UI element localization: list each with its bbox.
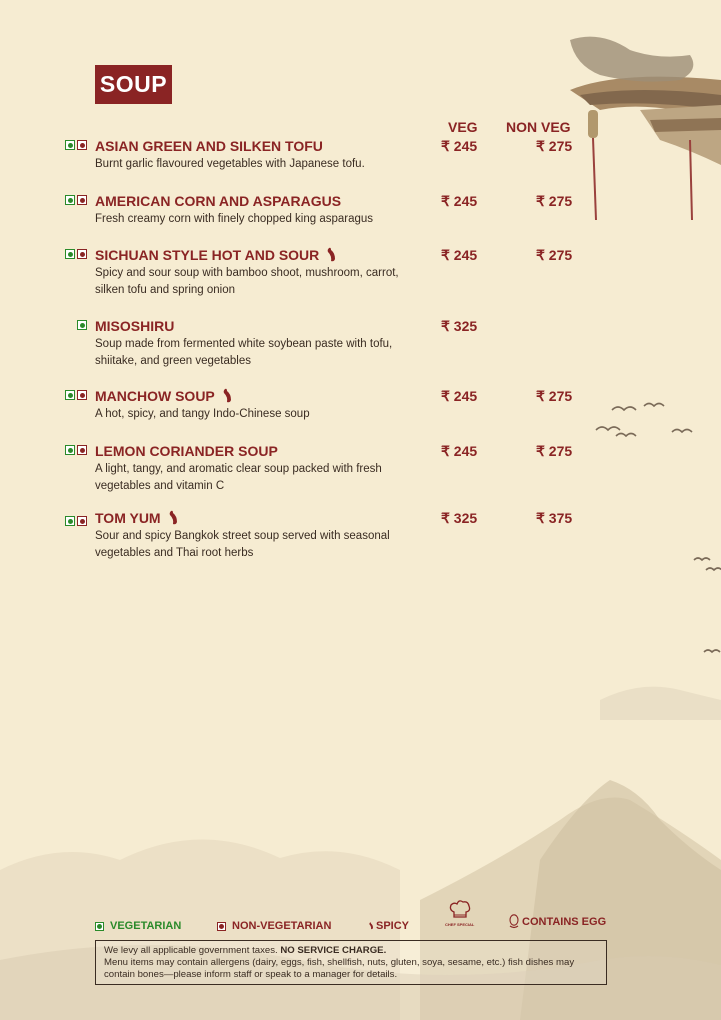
nonveg-marker-icon [77, 249, 87, 259]
item-name: LEMON CORIANDER SOUP [95, 443, 278, 459]
tax-notice [104, 945, 598, 957]
legend-vegetarian [95, 920, 181, 932]
nonveg-price: ₹ 275 [536, 138, 573, 154]
diet-markers [65, 195, 87, 205]
item-description: A light, tangy, and aromatic clear soup packed with fresh vegetables and vitamin C [95, 463, 382, 492]
nonveg-price: ₹ 275 [536, 443, 573, 459]
section-title: SOUP [95, 65, 172, 104]
item-name: ASIAN GREEN AND SILKEN TOFU [95, 138, 323, 154]
veg-marker-icon [65, 390, 75, 400]
legend-spicy [368, 920, 409, 932]
legend-label: NON-VEGETARIAN [232, 920, 332, 932]
item-description: Soup made from fermented white soybean paste with tofu, shiitake, and green vegetables [95, 338, 393, 367]
veg-price: ₹ 245 [441, 443, 478, 459]
diet-markers [77, 320, 87, 330]
veg-marker-icon [77, 320, 87, 330]
nonveg-price: ₹ 275 [536, 247, 573, 263]
veg-price: ₹ 325 [441, 318, 478, 334]
veg-marker-icon [95, 922, 104, 931]
item-name: MISOSHIRU [95, 318, 175, 334]
nonveg-marker-icon [77, 195, 87, 205]
veg-price: ₹ 245 [441, 247, 478, 263]
veg-price: ₹ 245 [441, 388, 478, 404]
nonveg-price: ₹ 275 [536, 193, 573, 209]
veg-marker-icon [65, 140, 75, 150]
diet-markers [65, 390, 87, 400]
item-description: A hot, spicy, and tangy Indo-Chinese soup [95, 408, 310, 420]
column-header-veg: VEG [448, 119, 478, 135]
chili-icon [221, 388, 233, 404]
allergen-notice: Menu items may contain allergens (dairy, eggs, fish, shellfish, nuts, gluten, soya, sesame, etc.) fish dishes may contain bones—please inform staff or speak to a manager for details. [104, 957, 575, 980]
nonveg-price: ₹ 375 [536, 510, 573, 526]
diet-markers [65, 140, 87, 150]
column-header-nonveg: NON VEG [506, 119, 571, 135]
footer-notice [95, 940, 607, 985]
chef-hat-icon [447, 898, 473, 922]
item-name: TOM YUM [95, 510, 179, 526]
legend-non-vegetarian [217, 920, 331, 932]
chili-icon [325, 247, 337, 263]
item-name: AMERICAN CORN AND ASPARAGUS [95, 193, 342, 209]
nonveg-marker-icon [77, 445, 87, 455]
tax-text: We levy all applicable government taxes. [104, 945, 278, 956]
diet-markers [65, 516, 87, 526]
item-name: SICHUAN STYLE HOT AND SOUR [95, 247, 337, 263]
veg-marker-icon [65, 195, 75, 205]
diet-markers [65, 249, 87, 259]
veg-marker-icon [65, 249, 75, 259]
legend-label: SPICY [376, 920, 410, 932]
veg-price: ₹ 325 [441, 510, 478, 526]
item-description: Spicy and sour soup with bamboo shoot, mushroom, carrot, silken tofu and spring onion [95, 267, 399, 296]
diet-markers [65, 445, 87, 455]
nonveg-marker-icon [77, 516, 87, 526]
item-name: MANCHOW SOUP [95, 388, 233, 404]
service-charge-text: NO SERVICE CHARGE. [280, 945, 387, 956]
veg-marker-icon [65, 516, 75, 526]
nonveg-marker-icon [217, 922, 226, 931]
legend-label: CONTAINS EGG [522, 916, 607, 928]
item-description: Sour and spicy Bangkok street soup served with seasonal vegetables and Thai root herbs [95, 530, 390, 559]
veg-marker-icon [65, 445, 75, 455]
nonveg-marker-icon [77, 390, 87, 400]
nonveg-marker-icon [77, 140, 87, 150]
legend-chef-special [445, 898, 474, 927]
egg-icon [509, 914, 519, 930]
item-description: Fresh creamy corn with finely chopped king asparagus [95, 213, 374, 225]
item-description: Burnt garlic flavoured vegetables with Japanese tofu. [95, 158, 365, 170]
legend-contains-egg [509, 914, 606, 930]
chili-icon [167, 510, 179, 526]
legend-label: CHEF SPECIAL [445, 922, 475, 927]
chili-icon [368, 921, 374, 931]
legend-label: VEGETARIAN [110, 920, 182, 932]
veg-price: ₹ 245 [441, 138, 478, 154]
veg-price: ₹ 245 [441, 193, 478, 209]
nonveg-price: ₹ 275 [536, 388, 573, 404]
